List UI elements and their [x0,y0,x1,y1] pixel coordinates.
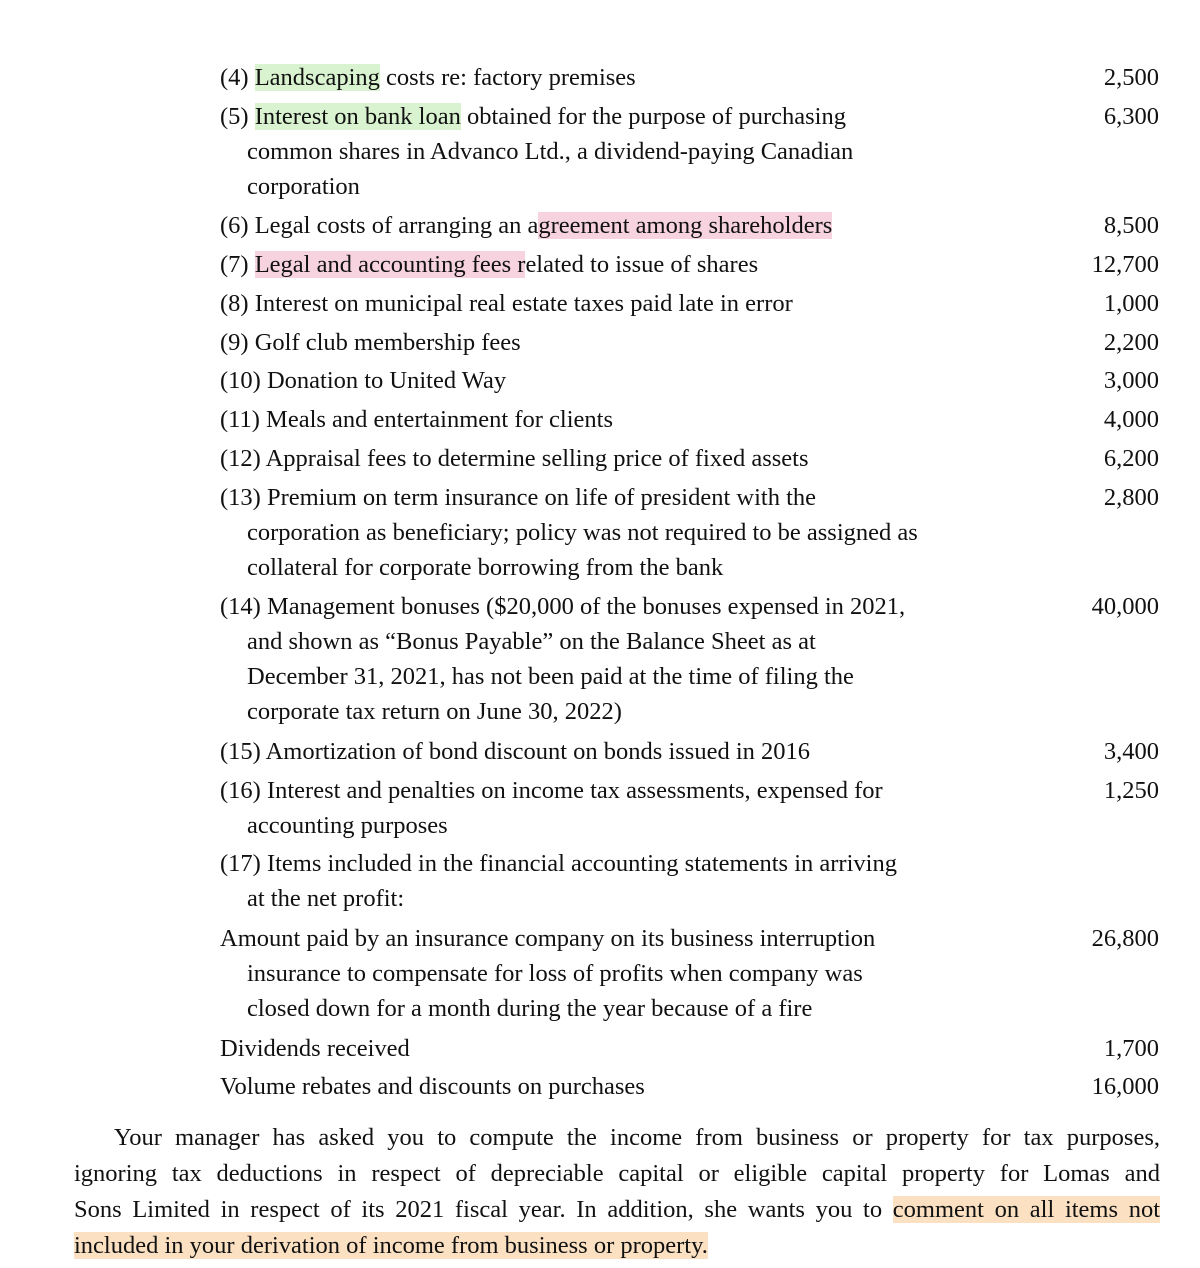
item-text: (16) Interest and penalties on income tax assessments, expensed for [220,777,883,804]
item-text-continued: corporation as beneficiary; policy was not required to be assigned as [247,519,918,546]
item-amount: 3,400 [1103,738,1159,765]
paragraph-line [74,1192,1160,1228]
highlighted-text: Interest on bank loan [254,103,461,130]
item-number: (7) [220,251,249,278]
item-text-continued: at the net profit: [247,885,405,912]
item-amount: 26,800 [1091,925,1159,952]
paragraph-line: ignoring tax deductions in respect of depreciable capital or eligible capital property for Lomas and [74,1160,1160,1187]
item-text-continued: December 31, 2021, has not been paid at the time of filing the [247,663,854,690]
item-text: costs re: factory premises [379,64,636,91]
highlighted-text: included in your derivation of income from business or property. [74,1232,708,1259]
item-amount: 2,200 [1103,329,1159,356]
item-number: (4) [220,64,249,91]
item-text-continued: and shown as “Bonus Payable” on the Balance Sheet as at [247,628,816,655]
paragraph-text: Sons Limited in respect of its 2021 fiscal year. In addition, she wants you to [74,1196,893,1223]
paragraph-line [74,1228,1160,1264]
item-amount: 4,000 [1103,406,1159,433]
item-text-continued: corporate tax return on June 30, 2022) [247,698,622,725]
item-text: (9) Golf club membership fees [220,329,521,356]
item-text-continued: corporation [247,173,360,200]
item-amount: 3,000 [1103,367,1159,394]
item-text-continued: collateral for corporate borrowing from the bank [247,554,724,581]
closing-paragraph [74,1120,1160,1264]
highlighted-text: greement among shareholders [538,212,833,239]
item-text-continued: insurance to compensate for loss of profits when company was [247,960,863,987]
item-text: (12) Appraisal fees to determine selling price of fixed assets [220,445,809,472]
item-text-continued: accounting purposes [247,812,448,839]
highlighted-text: comment on all items not [892,1196,1161,1223]
item-amount: 1,250 [1103,777,1159,804]
item-amount: 12,700 [1091,251,1159,278]
item-number: (5) [220,103,249,130]
item-text: elated to issue of shares [525,251,759,278]
item-text: (11) Meals and entertainment for clients [220,406,613,433]
item-text-continued: common shares in Advanco Ltd., a dividend-paying Canadian [247,138,854,165]
item-text: (13) Premium on term insurance on life of president with the [220,484,817,511]
item-amount: 8,500 [1103,212,1159,239]
item-text: obtained for the purpose of purchasing [460,103,846,130]
item-text-continued: closed down for a month during the year because of a fire [247,995,813,1022]
item-text: (8) Interest on municipal real estate taxes paid late in error [220,290,793,317]
item-text: (10) Donation to United Way [220,367,507,394]
item-amount: 6,300 [1103,103,1159,130]
item-text: (6) Legal costs of arranging an a [220,212,539,239]
item-amount: 16,000 [1091,1073,1159,1100]
item-text: (14) Management bonuses ($20,000 of the bonuses expensed in 2021, [220,593,906,620]
item-text: Dividends received [220,1035,410,1062]
item-amount: 40,000 [1091,593,1159,620]
highlighted-text: Legal and accounting fees r [254,251,526,278]
item-amount: 1,000 [1103,290,1159,317]
item-text: Amount paid by an insurance company on its business interruption [220,925,876,952]
item-amount: 1,700 [1103,1035,1159,1062]
item-amount: 2,500 [1103,64,1159,91]
highlighted-text: Landscaping [254,64,380,91]
item-text: (15) Amortization of bond discount on bonds issued in 2016 [220,738,810,765]
item-text: Volume rebates and discounts on purchases [220,1073,645,1100]
item-amount: 2,800 [1103,484,1159,511]
item-text: (17) Items included in the financial accounting statements in arriving [220,850,897,877]
item-amount: 6,200 [1103,445,1159,472]
paragraph-line: Your manager has asked you to compute the income from business or property for tax purposes, [114,1124,1160,1151]
